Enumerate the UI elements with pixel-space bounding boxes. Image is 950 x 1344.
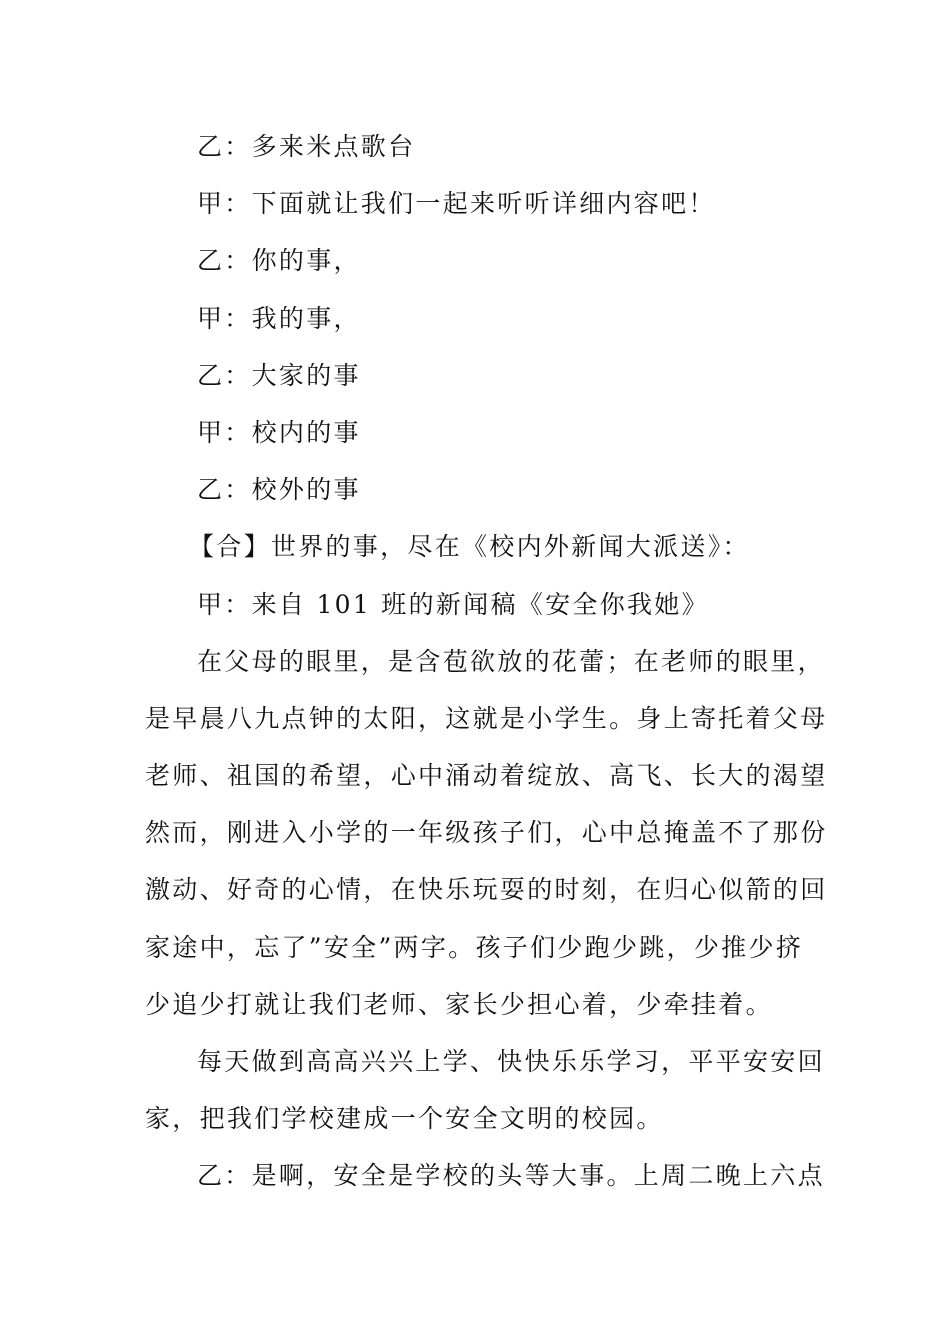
paragraph-1-line-7: 少追少打就让我们老师、家长少担心着，少牵挂着。 — [145, 989, 773, 1019]
dialogue-line-jia-news-from-class-101: 甲：来自 101 班的新闻稿《安全你我她》 — [197, 589, 709, 619]
dialogue-line-yi-everyones-matters: 乙：大家的事 — [197, 360, 361, 390]
paragraph-1-line-3: 老师、祖国的希望，心中涌动着绽放、高飞、长大的渴望 — [145, 761, 828, 791]
paragraph-2-line-1: 每天做到高高兴兴上学、快快乐乐学习，平平安安回 — [197, 1047, 825, 1076]
paragraph-1-line-6: 家途中，忘了”安全”两字。孩子们少跑少跳，少推少挤 — [145, 932, 804, 962]
paragraph-1-line-4: 然而，刚进入小学的一年级孩子们，心中总掩盖不了那份 — [145, 818, 828, 848]
dialogue-line-jia-school-inside: 甲：校内的事 — [197, 417, 361, 447]
paragraph-1-line-1: 在父母的眼里，是含苞欲放的花蕾；在老师的眼里， — [197, 646, 825, 676]
dialogue-line-yi-school-outside: 乙：校外的事 — [197, 475, 361, 505]
paragraph-1-line-2: 是早晨八九点钟的太阳，这就是小学生。身上寄托着父母 — [145, 703, 828, 733]
dialogue-line-together-world-news: 【合】世界的事，尽在《校内外新闻大派送》： — [189, 532, 750, 562]
paragraph-3-line-1: 乙：是啊，安全是学校的头等大事。上周二晚上六点 — [197, 1161, 825, 1191]
news-paragraph-1 — [145, 633, 828, 1033]
news-paragraph-2 — [145, 1033, 825, 1147]
paragraph-2-line-2: 家，把我们学校建成一个安全文明的校园。 — [145, 1104, 664, 1134]
dialogue-line-yi-song-station: 乙：多来米点歌台 — [197, 132, 416, 161]
news-paragraph-3 — [145, 1147, 825, 1204]
dialogue-line-jia-my-matters: 甲：我的事， — [197, 303, 361, 333]
document-body — [145, 118, 828, 1205]
paragraph-1-line-5: 激动、好奇的心情，在快乐玩耍的时刻，在归心似箭的回 — [145, 875, 828, 905]
dialogue-line-jia-listen-details: 甲：下面就让我们一起来听听详细内容吧！ — [197, 189, 716, 219]
dialogue-line-yi-your-matters: 乙：你的事， — [197, 246, 361, 276]
